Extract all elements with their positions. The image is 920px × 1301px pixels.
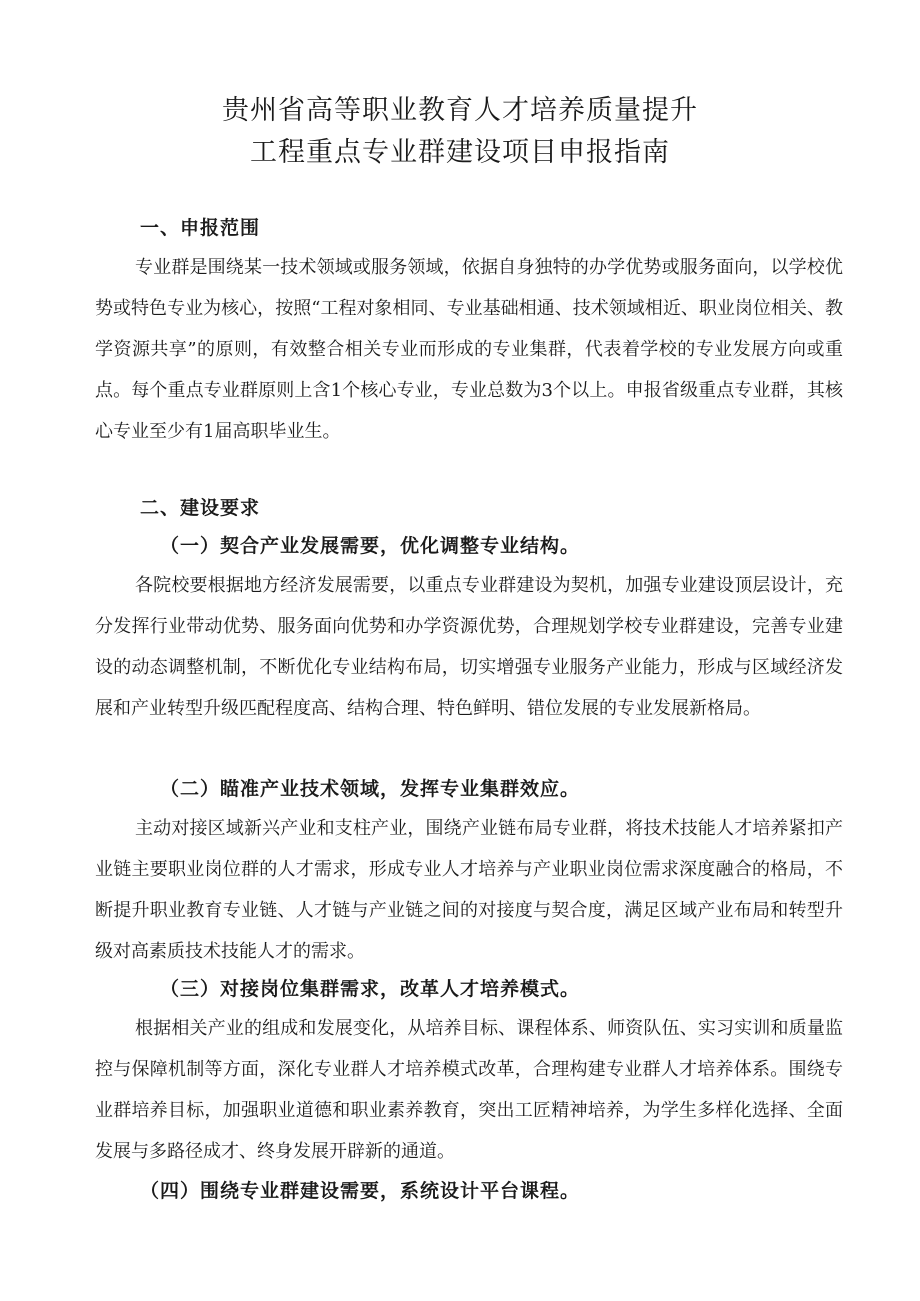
- requirement-paragraph-3: 根据相关产业的组成和发展变化，从培养目标、课程体系、师资队伍、实习实训和质量监控与保障机制等方面，深化专业群人才培养模式改革，合理构建专业群人才培养体系。围绕专业群培养目标，加强职业道德和职业素养教育，突出工匠精神培养，为学生多样化选择、全面发展与多路径成才、终身发展开辟新的通道。: [95, 1018, 843, 1162]
- requirement-paragraph-2: 主动对接区域新兴产业和支柱产业，围绕产业链布局专业群，将技术技能人才培养紧扣产业链主要职业岗位群的人才需求，形成专业人才培养与产业职业岗位需求深度融合的格局，不断提升职业教育专业链、人才链与产业链之间的对接度与契合度，满足区域产业布局和转型升级对高素质技术技能人才的需求。: [95, 818, 843, 962]
- document-title-line-1: 贵州省高等职业教育人才培养质量提升: [222, 95, 698, 126]
- subheading-2: （二）瞄准产业技术领域，发挥专业集群效应。: [160, 778, 581, 800]
- subheading-1: （一）契合产业发展需要，优化调整专业结构。: [160, 535, 581, 557]
- document-title-line-2: 工程重点专业群建设项目申报指南: [250, 137, 670, 168]
- requirement-paragraph-1: 各院校要根据地方经济发展需要，以重点专业群建设为契机，加强专业建设顶层设计，充分发挥行业带动优势、服务面向优势和办学资源优势，合理规划学校专业群建设，完善专业建设的动态调整机制，不断优化专业结构布局，切实增强专业服务产业能力，形成与区域经济发展和产业转型升级匹配程度高、结构合理、特色鲜明、错位发展的专业发展新格局。: [95, 575, 843, 719]
- scope-paragraph: 专业群是围绕某一技术领域或服务领域，依据自身独特的办学优势或服务面向，以学校优势或特色专业为核心，按照“工程对象相同、专业基础相通、技术领域相近、职业岗位相关、教学资源共享”的原则，有效整合相关专业而形成的专业集群，代表着学校的专业发展方向或重点。每个重点专业群原则上含1个核心专业，专业总数为3个以上。申报省级重点专业群，其核心专业至少有1届高职毕业生。: [95, 257, 843, 442]
- subheading-3: （三）对接岗位集群需求，改革人才培养模式。: [160, 978, 581, 1000]
- section-heading-requirements: 二、建设要求: [140, 497, 261, 519]
- subheading-4: （四）围绕专业群建设需要，系统设计平台课程。: [140, 1180, 581, 1202]
- section-heading-scope: 一、申报范围: [140, 217, 261, 239]
